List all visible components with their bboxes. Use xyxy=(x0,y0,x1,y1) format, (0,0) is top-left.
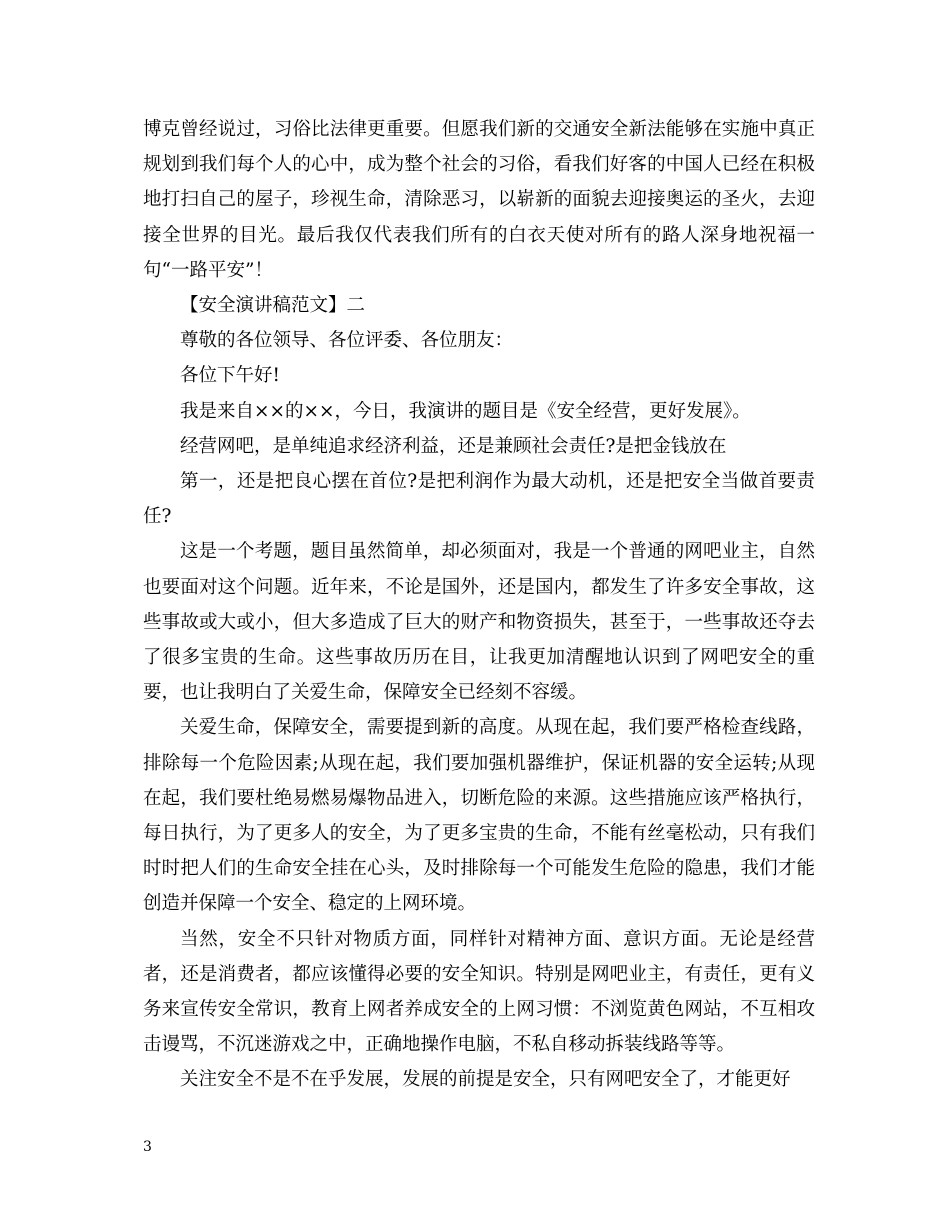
paragraph: 关注安全不是不在乎发展，发展的前提是安全，只有网吧安全了，才能更好 xyxy=(180,1069,791,1091)
paragraph: 经营网吧，是单纯追求经济利益，还是兼顾社会责任?是把金钱放在 xyxy=(180,435,727,457)
page-number: 3 xyxy=(143,1139,152,1155)
speech-intro: 我是来自××的××，今日，我演讲的题目是《安全经营，更好发展》。 xyxy=(180,400,751,422)
paragraph: 当然，安全不只针对物质方面，同样针对精神方面、意识方面。无论是经营者，还是消费者，都应该懂得必要的安全知识。特别是网吧业主，有责任，更有义务来宣传安全常识，教育上网者养成安全的上网习惯：不浏览黄色网站，不互相攻击谩骂，不沉迷游戏之中，正确地操作电脑，不私自移动拆装线路等等。 xyxy=(143,928,815,1056)
paragraph-continuation: 博克曾经说过，习俗比法律更重要。但愿我们新的交通安全新法能够在实施中真正规划到我们每个人的心中，成为整个社会的习俗，看我们好客的中国人已经在积极地打扫自己的屋子，珍视生命，清除恶习，以崭新的面貌去迎接奥运的圣火，去迎接全世界的目光。最后我仅代表我们所有的白衣天使对所有的路人深身地祝福一句“一路平安”！ xyxy=(143,119,815,281)
greeting: 各位下午好! xyxy=(180,365,280,387)
paragraph: 第一，还是把良心摆在首位?是把利润作为最大动机，还是把安全当做首要责任? xyxy=(143,471,815,528)
document-body xyxy=(143,112,815,1098)
paragraph: 关爱生命，保障安全，需要提到新的高度。从现在起，我们要严格检查线路，排除每一个危险因素;从现在起，我们要加强机器维护，保证机器的安全运转;从现在起，我们要杜绝易燃易爆物品进入，切断危险的来源。这些措施应该严格执行，每日执行，为了更多人的安全，为了更多宝贵的生命，不能有丝毫松动，只有我们时时把人们的生命安全挂在心头，及时排除每一个可能发生危险的隐患，我们才能创造并保障一个安全、稳定的上网环境。 xyxy=(143,717,815,915)
section-heading: 【安全演讲稿范文】二 xyxy=(180,295,366,317)
salutation: 尊敬的各位领导、各位评委、各位朋友： xyxy=(180,330,514,352)
paragraph: 这是一个考题，题目虽然简单，却必须面对，我是一个普通的网吧业主，自然也要面对这个问题。近年来，不论是国外，还是国内，都发生了许多安全事故，这些事故或大或小，但大多造成了巨大的财产和物资损失，甚至于，一些事故还夺去了很多宝贵的生命。这些事故历历在目，让我更加清醒地认识到了网吧安全的重要，也让我明白了关爱生命，保障安全已经刻不容缓。 xyxy=(143,541,815,704)
